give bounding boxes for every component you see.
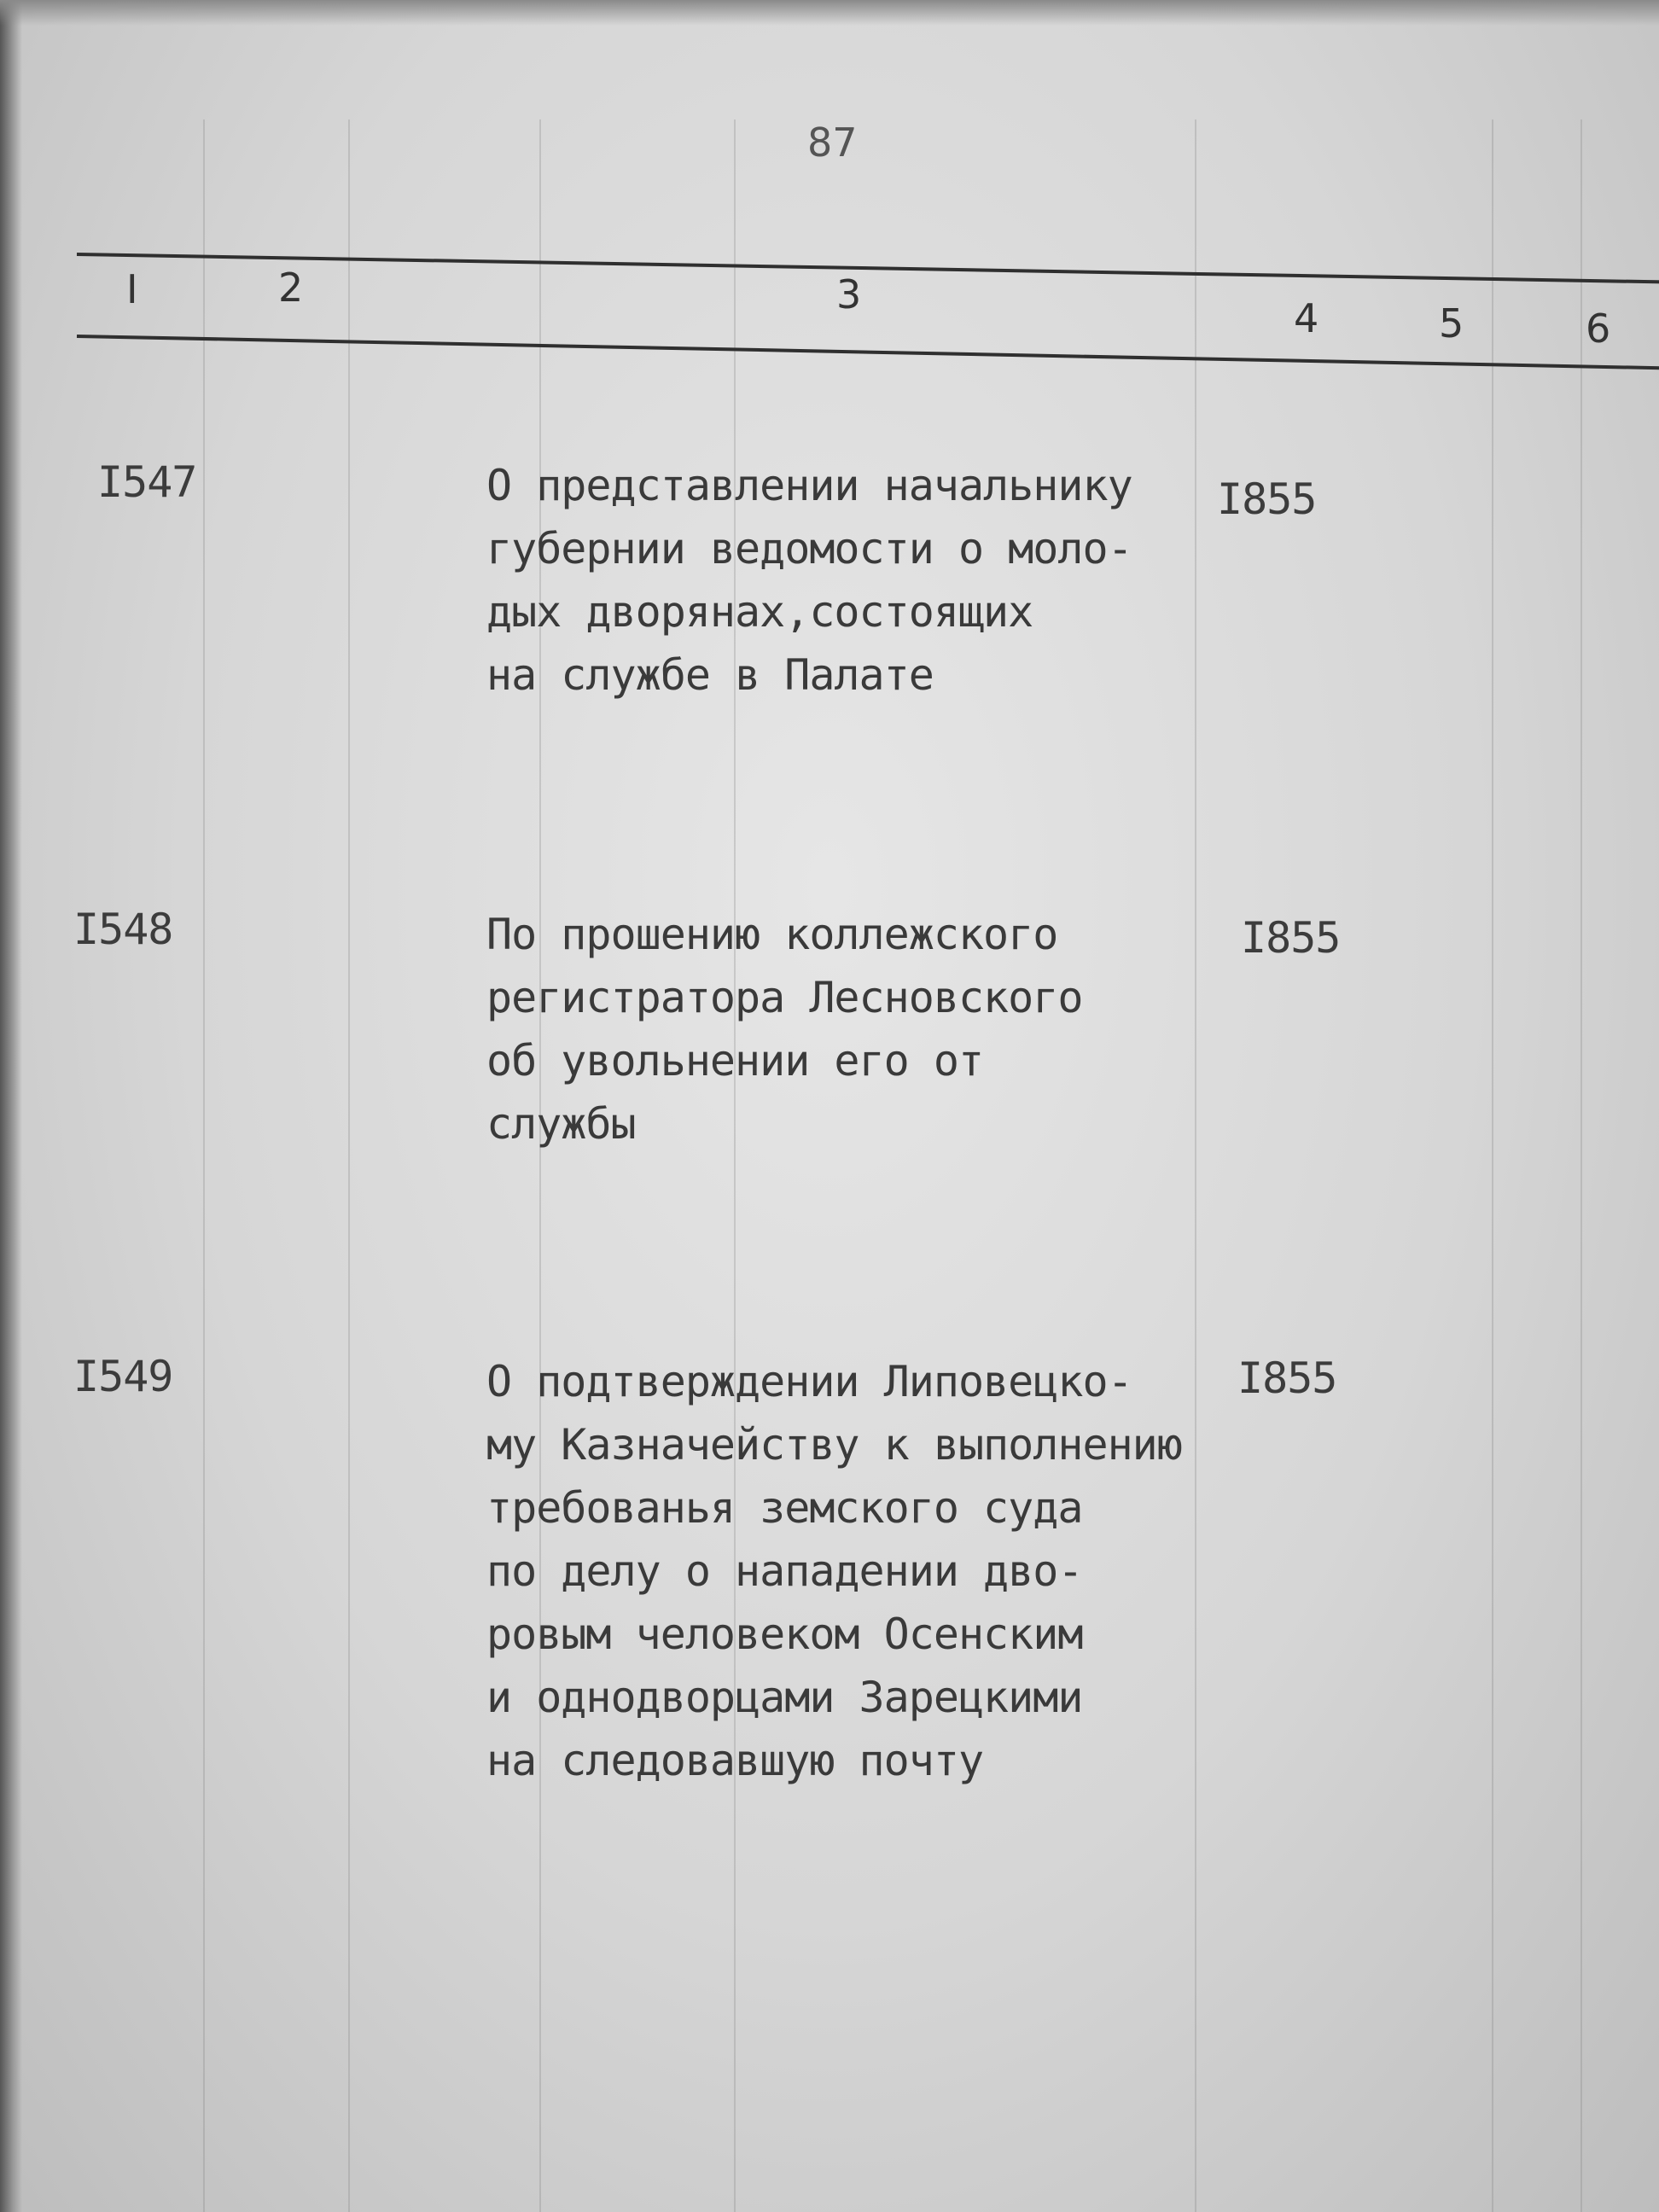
- column-divider: [203, 119, 205, 2212]
- entry-year: I855: [1241, 913, 1341, 963]
- column-header-6: 6: [1586, 306, 1611, 352]
- entry-number: I547: [97, 457, 197, 507]
- entry-year: I855: [1237, 1353, 1337, 1403]
- column-divider: [1492, 119, 1493, 2212]
- header-rule-top: [77, 253, 1659, 284]
- entry-title-line: на следовавшую почту: [486, 1736, 984, 1785]
- column-header-5: 5: [1439, 300, 1464, 346]
- entry-title: [486, 454, 1254, 707]
- entry-title-line: и однодворцами Зарецкими: [486, 1673, 1083, 1722]
- entry-title-line: ровым человеком Осенским: [486, 1610, 1083, 1659]
- entry-title-line: на службе в Палате: [486, 650, 934, 700]
- entry-title-line: регистратора Лесновского: [486, 973, 1083, 1022]
- entry-title-line: требованья земского суда: [486, 1483, 1083, 1533]
- entry-title-line: О представлении начальнику: [486, 461, 1132, 510]
- column-header-1: I: [126, 266, 138, 312]
- column-divider: [1195, 119, 1196, 2212]
- page-edge-shadow: [0, 0, 22, 2212]
- entry-title-line: об увольнении его от: [486, 1036, 984, 1086]
- entry-number: I548: [73, 905, 173, 954]
- column-divider: [539, 119, 541, 2212]
- column-header-2: 2: [278, 265, 304, 311]
- column-header-4: 4: [1294, 295, 1319, 341]
- page-top-shadow: [0, 0, 1659, 26]
- column-divider: [734, 119, 736, 2212]
- header-rule-bottom: [77, 335, 1659, 370]
- entry-title-line: По прошению коллежского: [486, 910, 1058, 959]
- column-divider: [1580, 119, 1582, 2212]
- entry-title-line: О подтверждении Липовецко-: [486, 1357, 1132, 1406]
- entry-title-line: губернии ведомости о моло-: [486, 524, 1132, 573]
- entry-year: I855: [1217, 474, 1317, 524]
- entry-number: I549: [73, 1352, 173, 1401]
- entry-title-line: службы: [486, 1099, 636, 1149]
- entry-title: [486, 903, 1254, 1155]
- column-divider: [348, 119, 350, 2212]
- entry-title-line: дых дворянах,состоящих: [486, 587, 1033, 637]
- entry-title-line: му Казначейству к выполнению: [486, 1420, 1182, 1470]
- page-number: 87: [807, 119, 858, 166]
- entry-title: [486, 1350, 1254, 1792]
- column-header-3: 3: [836, 271, 862, 317]
- entry-title-line: по делу о нападении дво-: [486, 1546, 1083, 1596]
